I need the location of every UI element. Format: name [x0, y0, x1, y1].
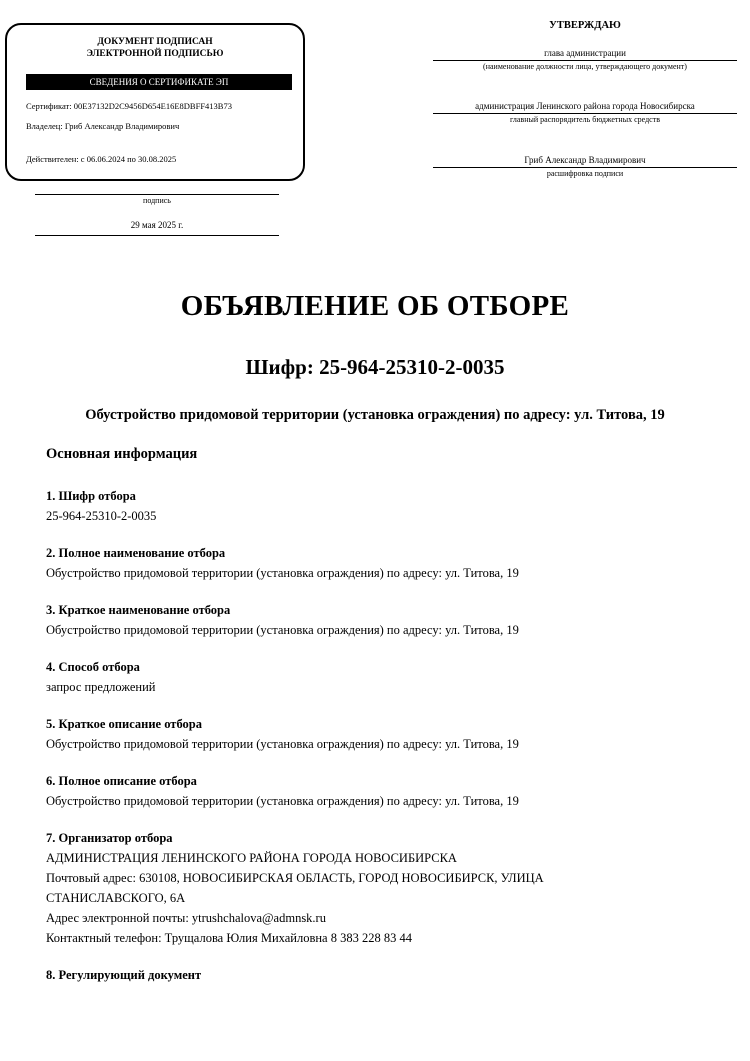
- approval-organization: администрация Ленинского района города Новосибирска: [475, 101, 695, 111]
- approval-name: Гриб Александр Владимирович: [524, 155, 646, 165]
- field-value: Обустройство придомовой территории (установка ограждения) по адресу: ул. Титова, 19: [46, 566, 519, 580]
- organizer-label: 7. Организатор отбора: [46, 831, 173, 845]
- selection-subject: Обустройство придомовой территории (установка ограждения) по адресу: ул. Титова, 19: [85, 407, 665, 423]
- regulating-item: [46, 965, 666, 985]
- stamp-certificate: Сертификат: 00E37132D2C9456D654E16E8DBFF413B73: [26, 101, 232, 111]
- field-item: [46, 486, 666, 526]
- stamp-title-line1: ДОКУМЕНТ ПОДПИСАН: [97, 37, 213, 47]
- organizer-name: АДМИНИСТРАЦИЯ ЛЕНИНСКОГО РАЙОНА ГОРОДА НОВОСИБИРСКА: [46, 851, 457, 865]
- date-line: [35, 235, 279, 236]
- fields-list: [46, 486, 666, 1002]
- field-label: 6. Полное описание отбора: [46, 774, 197, 788]
- approval-organization-caption: главный распорядитель бюджетных средств: [510, 115, 660, 124]
- approval-position-line: [433, 60, 737, 61]
- page-title: ОБЪЯВЛЕНИЕ ОБ ОТБОРЕ: [180, 290, 570, 322]
- field-item: [46, 600, 666, 640]
- approval-heading: УТВЕРЖДАЮ: [549, 20, 621, 31]
- field-item: [46, 714, 666, 754]
- organizer-address: Почтовый адрес: 630108, НОВОСИБИРСКАЯ ОБЛАСТЬ, ГОРОД НОВОСИБИРСК, УЛИЦА СТАНИСЛАВСКОГО, 6А: [46, 871, 544, 905]
- organizer-phone: Контактный телефон: Трущалова Юлия Михайловна 8 383 228 83 44: [46, 931, 412, 945]
- signature-stamp: [5, 23, 305, 181]
- approval-position-caption: (наименование должности лица, утверждающего документ): [483, 62, 687, 71]
- field-item: [46, 657, 666, 697]
- stamp-owner: Владелец: Гриб Александр Владимирович: [26, 121, 180, 131]
- field-value: Обустройство придомовой территории (установка ограждения) по адресу: ул. Титова, 19: [46, 794, 519, 808]
- approval-organization-line: [433, 113, 737, 114]
- section-title: Основная информация: [46, 446, 198, 462]
- signature-line: [35, 194, 279, 195]
- field-label: 5. Краткое описание отбора: [46, 717, 202, 731]
- approval-position: глава администрации: [544, 48, 626, 58]
- approval-name-line: [433, 167, 737, 168]
- field-label: 1. Шифр отбора: [46, 489, 136, 503]
- field-label: 2. Полное наименование отбора: [46, 546, 226, 560]
- field-value: запрос предложений: [46, 680, 156, 694]
- regulating-label: 8. Регулирующий документ: [46, 968, 202, 982]
- signature-caption: подпись: [143, 196, 171, 205]
- field-label: 3. Краткое наименование отбора: [46, 603, 231, 617]
- selection-cipher: Шифр: 25-964-25310-2-0035: [245, 355, 505, 379]
- approval-name-caption: расшифровка подписи: [546, 169, 624, 178]
- organizer-item: [46, 828, 666, 948]
- stamp-title: [7, 36, 303, 60]
- field-item: [46, 543, 666, 583]
- stamp-title-line2: ЭЛЕКТРОННОЙ ПОДПИСЬЮ: [86, 49, 224, 59]
- signature-date: 29 мая 2025 г.: [130, 220, 184, 230]
- stamp-certificate-bar: СВЕДЕНИЯ О СЕРТИФИКАТЕ ЭП: [26, 74, 292, 90]
- field-value: 25-964-25310-2-0035: [46, 509, 157, 523]
- field-item: [46, 771, 666, 811]
- field-value: Обустройство придомовой территории (установка ограждения) по адресу: ул. Титова, 19: [46, 623, 519, 637]
- organizer-email: Адрес электронной почты: ytrushchalova@admnsk.ru: [46, 911, 326, 925]
- stamp-valid: Действителен: с 06.06.2024 по 30.08.2025: [26, 154, 177, 164]
- field-value: Обустройство придомовой территории (установка ограждения) по адресу: ул. Титова, 19: [46, 737, 519, 751]
- field-label: 4. Способ отбора: [46, 660, 140, 674]
